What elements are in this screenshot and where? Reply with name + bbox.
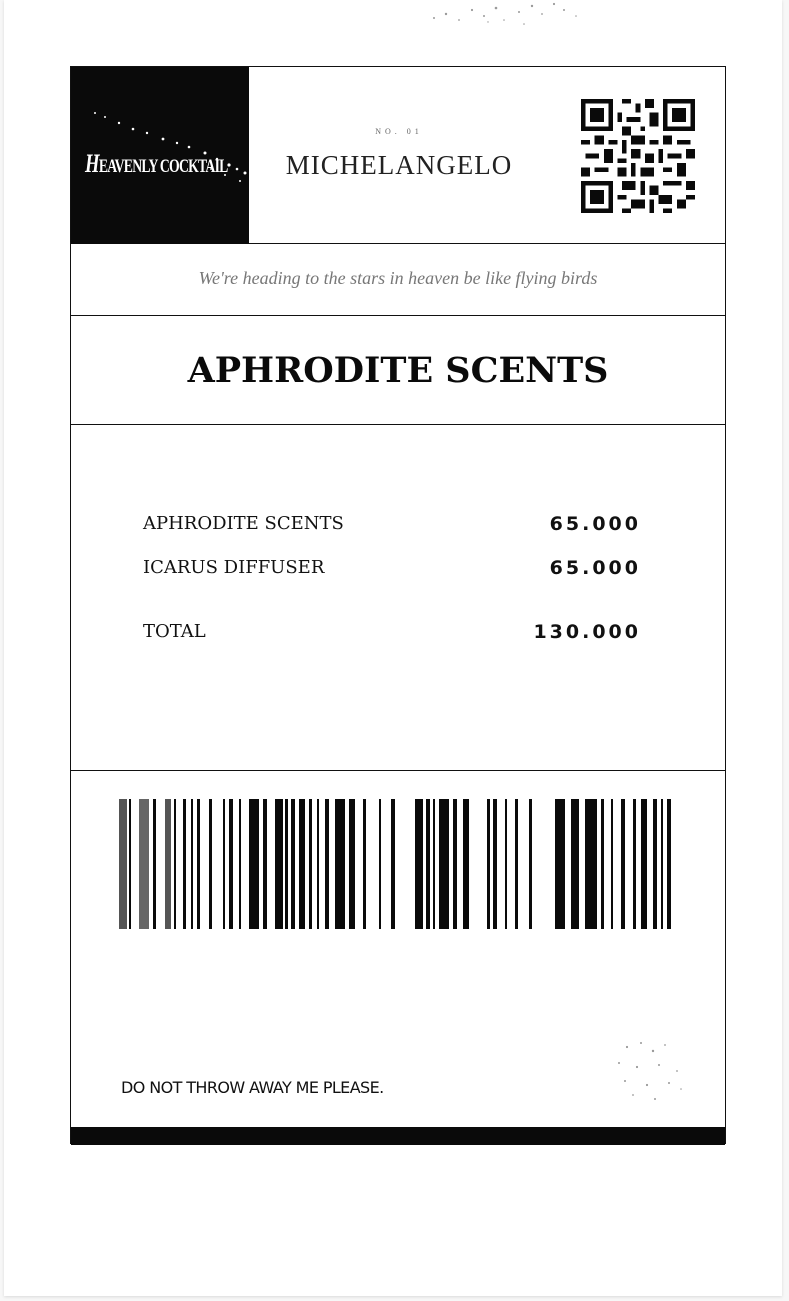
receipt-header xyxy=(71,67,725,244)
receipt-paper xyxy=(4,0,782,1296)
line-item-name: ICARUS DIFFUSER xyxy=(143,557,325,578)
line-item-price: 65.000 xyxy=(549,513,641,535)
top-ink-speckles xyxy=(424,0,594,30)
brand-name: MICHELANGELO xyxy=(285,150,513,180)
total-label: TOTAL xyxy=(143,621,206,642)
title-row xyxy=(71,316,725,425)
corner-ink-speckles xyxy=(607,1037,697,1117)
line-item xyxy=(143,557,641,583)
logo-script-initial: H xyxy=(85,149,99,178)
footer-note: DO NOT THROW AWAY ME PLEASE. xyxy=(121,1078,384,1097)
barcode-section xyxy=(71,771,725,1127)
line-item xyxy=(143,513,641,539)
receipt xyxy=(70,66,726,1144)
total-amount: 130.000 xyxy=(533,621,641,643)
brand-block xyxy=(249,67,549,244)
line-item-price: 65.000 xyxy=(549,557,641,579)
brand-logo xyxy=(71,67,249,244)
tagline-row xyxy=(71,244,725,316)
total-row xyxy=(143,621,641,647)
bottom-bar xyxy=(71,1127,725,1145)
line-items xyxy=(71,425,725,771)
qr-code[interactable] xyxy=(581,99,695,213)
line-item-name: APHRODITE SCENTS xyxy=(143,513,344,534)
logo-wordmark xyxy=(85,149,228,179)
brand-number: NO. 01 xyxy=(375,127,423,136)
tagline: We're heading to the stars in heaven be like flying birds xyxy=(198,268,598,288)
barcode[interactable] xyxy=(119,799,675,929)
logo-text: EAVENLY COCKTAIL xyxy=(98,156,228,177)
receipt-title: APHRODITE SCENTS xyxy=(187,350,609,391)
